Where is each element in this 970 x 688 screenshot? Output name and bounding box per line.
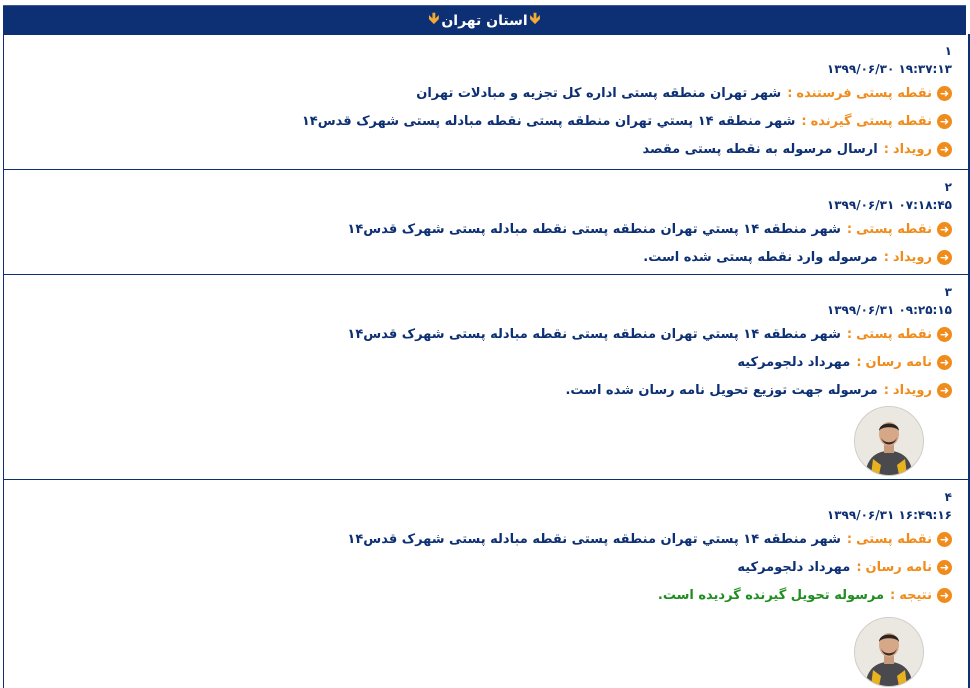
event-row: ➜ رویداد : مرسوله جهت توزیع تحویل نامه رسان شده است.	[565, 383, 952, 398]
circle-arrow-icon: ➜	[937, 532, 952, 547]
circle-arrow-icon: ➜	[937, 250, 952, 265]
entry-number: ۳	[944, 285, 952, 299]
row-value: شهر منطقه ۱۴ پستي تهران منطقه پستی نقطه مبادله پستی شهرک قدس۱۴	[347, 532, 841, 547]
row-label: نتیجه	[899, 588, 932, 603]
circle-arrow-icon: ➜	[937, 327, 952, 342]
circle-arrow-icon: ➜	[937, 383, 952, 398]
row-label: نامه رسان	[865, 560, 932, 575]
row-label: نقطه پستی گیرنده	[810, 114, 932, 129]
circle-arrow-icon: ➜	[937, 222, 952, 237]
courier-photo[interactable]	[854, 617, 924, 687]
row-value: شهر منطقه ۱۴ پستي تهران منطقه پستی نقطه مبادله پستی شهرک قدس۱۴	[347, 222, 841, 237]
province-title: استان تهران	[441, 12, 528, 29]
tracking-entry	[4, 275, 968, 479]
event-row: ➜ رویداد : مرسوله وارد نقطه پستی شده است.	[643, 250, 952, 265]
row-value: مرسوله جهت توزیع تحویل نامه رسان شده است.	[565, 383, 878, 398]
arrow-down-icon: 🡻	[529, 9, 541, 27]
event-row: ➜ نقطه پستی : شهر منطقه ۱۴ پستي تهران منطقه پستی نقطه مبادله پستی شهرک قدس۱۴	[347, 327, 952, 342]
row-value: مرسوله وارد نقطه پستی شده است.	[643, 250, 878, 265]
circle-arrow-icon: ➜	[937, 560, 952, 575]
circle-arrow-icon: ➜	[937, 86, 952, 101]
entry-number: ۲	[944, 180, 952, 194]
row-label: نقطه پستی فرستنده	[796, 86, 932, 101]
event-row: ➜ نقطه پستی گیرنده : شهر منطقه ۱۴ پستي تهران منطقه پستی نقطه مبادله پستی شهرک قدس۱۴	[302, 114, 952, 129]
circle-arrow-icon: ➜	[937, 142, 952, 157]
tracking-entry	[4, 480, 968, 688]
entry-datetime: ۱۳۹۹/۰۶/۳۱ ۱۶:۴۹:۱۶	[826, 508, 952, 522]
row-value: شهر منطقه ۱۴ پستي تهران منطقه پستی نقطه مبادله پستی شهرک قدس۱۴	[301, 114, 796, 129]
event-row: ➜ نقطه پستی فرستنده : شهر تهران منطقه پستی اداره کل تجزیه و مبادلات تهران	[416, 86, 952, 101]
circle-arrow-icon: ➜	[937, 355, 952, 370]
row-value: شهر تهران منطقه پستی اداره کل تجزیه و مبادلات تهران	[416, 86, 782, 101]
event-row: ➜ نامه رسان : مهرداد دلجومرکیه	[737, 355, 952, 370]
row-value: مرسوله تحویل گیرنده گردیده است.	[657, 588, 885, 603]
entry-datetime: ۱۳۹۹/۰۶/۳۱ ۰۹:۲۵:۱۵	[826, 303, 952, 317]
row-label: رویداد	[892, 250, 932, 265]
entry-datetime: ۱۳۹۹/۰۶/۳۱ ۰۷:۱۸:۴۵	[826, 198, 952, 212]
row-value: مهرداد دلجومرکیه	[737, 560, 851, 575]
event-row: ➜ نتیجه : مرسوله تحویل گیرنده گردیده است.	[658, 588, 952, 603]
tracking-entry	[4, 34, 968, 169]
event-row: ➜ نقطه پستی : شهر منطقه ۱۴ پستي تهران منطقه پستی نقطه مبادله پستی شهرک قدس۱۴	[347, 222, 952, 237]
circle-arrow-icon: ➜	[937, 588, 952, 603]
entry-datetime: ۱۳۹۹/۰۶/۳۰ ۱۹:۳۷:۱۳	[826, 62, 952, 76]
event-row: ➜ نامه رسان : مهرداد دلجومرکیه	[737, 560, 952, 575]
row-label: نقطه پستی	[856, 222, 932, 237]
event-row: ➜ رویداد : ارسال مرسوله به نقطه پستی مقصد	[643, 142, 953, 157]
row-label: نامه رسان	[865, 355, 932, 370]
event-row: ➜ نقطه پستی : شهر منطقه ۱۴ پستي تهران منطقه پستی نقطه مبادله پستی شهرک قدس۱۴	[347, 532, 952, 547]
row-label: نقطه پستی	[856, 327, 932, 342]
entry-number: ۴	[944, 490, 952, 504]
courier-photo[interactable]	[854, 406, 924, 476]
row-value: شهر منطقه ۱۴ پستي تهران منطقه پستی نقطه مبادله پستی شهرک قدس۱۴	[347, 327, 841, 342]
row-value: ارسال مرسوله به نقطه پستی مقصد	[642, 142, 878, 157]
arrow-down-icon: 🡻	[428, 9, 440, 27]
entry-number: ۱	[944, 44, 952, 58]
row-value: مهرداد دلجومرکیه	[737, 355, 851, 370]
row-label: نقطه پستی	[856, 532, 932, 547]
province-header[interactable]	[3, 5, 966, 35]
row-label: رویداد	[892, 142, 932, 157]
circle-arrow-icon: ➜	[937, 114, 952, 129]
row-label: رویداد	[892, 383, 932, 398]
tracking-entry	[4, 170, 968, 274]
